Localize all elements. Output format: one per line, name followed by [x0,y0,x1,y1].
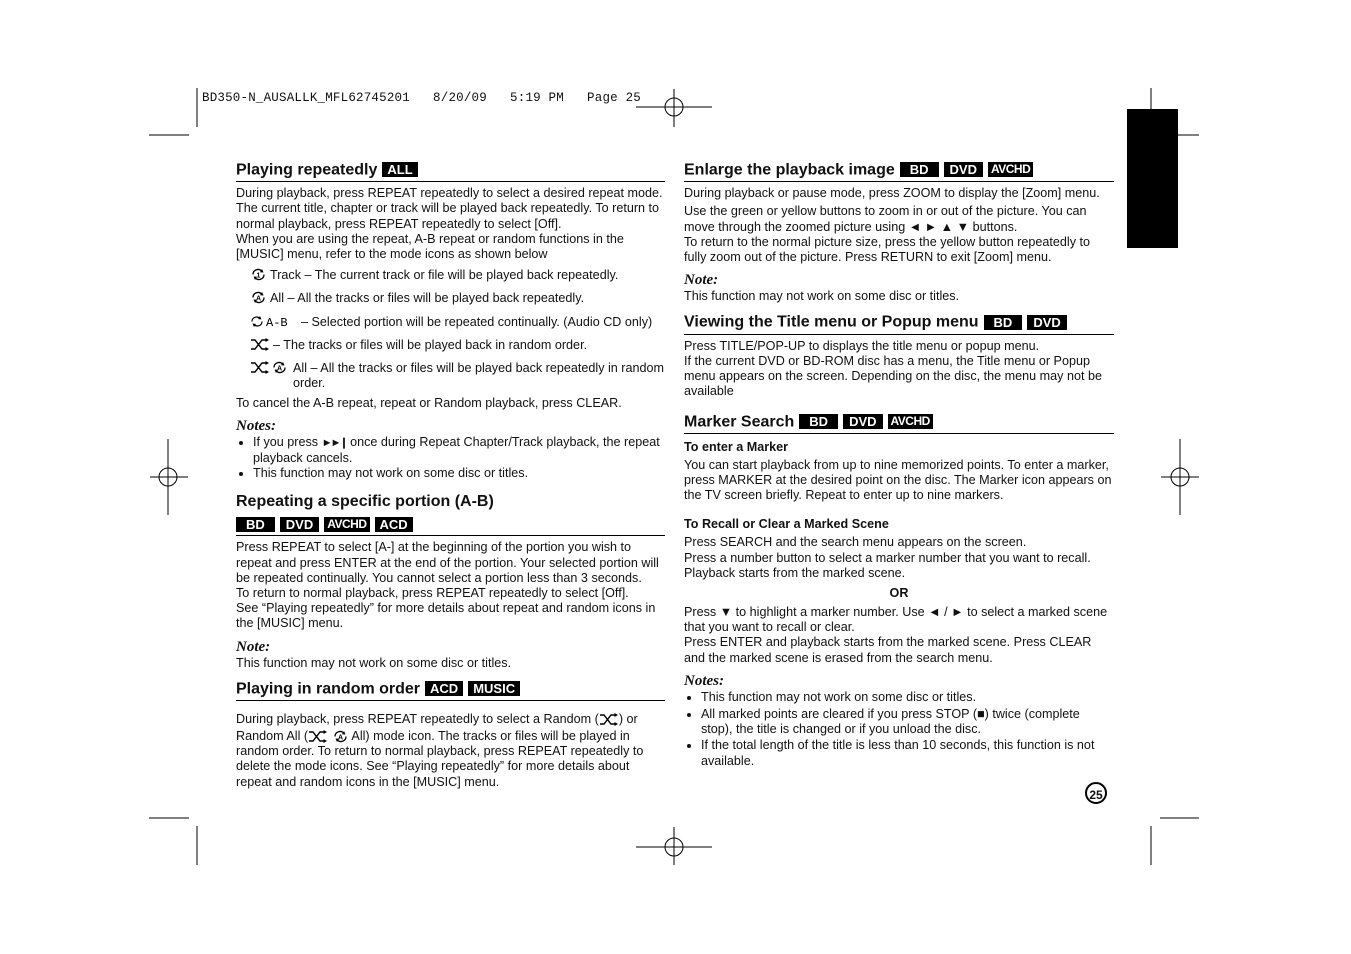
shuffle-icon [599,713,619,726]
repeat-all-icon [332,730,349,743]
mode-item-text: All – All the tracks or files will be played back repeatedly. [270,291,585,306]
shuffle-repeat-all-icon [250,361,290,378]
notes-list [684,690,1114,769]
mode-item-ab [250,315,665,332]
mode-item-random [250,338,665,355]
list-item: • This function may not work on some disc or titles. [701,690,1114,705]
subheading-recall-marker: To Recall or Clear a Marked Scene [684,517,889,532]
heading-repeating-ab [236,493,665,536]
badge-dvd: DVD [843,414,882,429]
badge-music: MUSIC [468,681,520,696]
left-column [236,160,665,790]
note-heading: Note: [236,638,271,655]
list-item: • If the total length of the title is less than 10 seconds, this function is not available. [701,738,1114,768]
paragraph: Press TITLE/POP-UP to displays the title menu or popup menu. [684,338,1040,353]
paragraph: Press ▼ to highlight a marker number. Use ◄ / ► to select a marked scene that you want to recall or clear. [684,605,1108,635]
badge-dvd: DVD [280,517,319,532]
list-item [253,435,665,466]
page-number: 25 [1085,782,1107,804]
text: Random All ( [236,729,309,743]
mode-item-track [250,268,665,285]
badge-acd: ACD [425,681,463,696]
section-tab [1127,109,1178,248]
text: All) mode icon. The tracks or files will be played in random order. To return to normal playback, press REPEAT repeatedly to delete the mode icons. See “Playing repeatedly” for more details about repeat and random icons in the [MUSIC] menu. [236,729,644,789]
badge-acd: ACD [375,517,413,532]
heading-marker-search [684,412,1114,434]
badge-dvd: DVD [944,162,983,177]
heading-title-menu [684,312,1114,334]
svg-text:A: A [276,365,283,373]
heading-text: Playing in random order [236,680,421,697]
list-item: • All marked points are cleared if you press STOP (■) twice (complete stop), the title is changed or if you unload the disc. [701,707,1114,737]
mode-item-text: – The tracks or files will be played back in random order. [273,337,588,352]
note-text: If you press [253,434,319,449]
heading-enlarge-image [684,160,1114,182]
paragraph [236,729,665,790]
heading-text: Playing repeatedly [236,161,378,179]
mode-item-text: – Selected portion will be repeated continually. (Audio CD only) [301,314,653,329]
text: ) or [618,712,638,726]
svg-text:1: 1 [256,272,261,280]
notes-heading: Notes: [684,672,724,689]
print-slug: BD350-N_AUSALLK_MFL62745201 8/20/09 5:19 PM Page 25 [202,91,641,105]
or-separator: OR [889,586,909,601]
subheading-enter-marker: To enter a Marker [684,439,789,454]
paragraph: You can start playback from up to nine memorized points. To enter a marker, press MARKER at the desired point on the disc. The Marker icon appears on the TV screen briefly. Repeat to enter up to nine markers. [684,457,1112,503]
paragraph: During playback, press REPEAT repeatedly to select a desired repeat mode. The current title, chapter or track will be played back repeatedly. To return to normal playback, press REPEAT repeatedly to select [Off]. [236,186,663,231]
svg-text:A-B: A-B [266,315,288,328]
repeat-ab-icon [250,315,298,332]
badge-bd: BD [799,414,838,429]
mode-item-text: Track – The current track or file will be played back repeatedly. [270,268,619,283]
badge-avchd: AVCHD [988,162,1033,177]
paragraph: To return to the normal picture size, press the yellow button repeatedly to fully zoom out of the picture. Press RETURN to exit [Zoom] menu. [684,234,1091,265]
paragraph: To return to normal playback, press REPEAT repeatedly to select [Off]. [236,585,629,600]
paragraph: See “Playing repeatedly” for more details about repeat and random icons in the [MUSIC] menu. [236,601,656,631]
paragraph: Press a number button to select a marker number that you want to recall. Playback starts from the marked scene. [684,550,1091,580]
list-item: • This function may not work on some disc or titles. [253,466,665,481]
heading-text: Enlarge the playback image [684,161,895,179]
paragraph: When you are using the repeat, A-B repeat or random functions in the [MUSIC] menu, refer to the mode icons as shown below [236,231,624,262]
notes-heading: Notes: [236,417,276,434]
shuffle-icon [308,730,328,743]
shuffle-icon [250,338,270,355]
paragraph: To cancel the A-B repeat, repeat or Random playback, press CLEAR. [236,395,622,410]
text: During playback, press REPEAT repeatedly to select a Random ( [236,712,599,726]
badge-bd: BD [900,162,939,177]
paragraph: Press REPEAT to select [A-] at the beginning of the portion you wish to repeat and press ENTER at the end of the portion. Your selected portion will be repeated continually. You cannot select a portion less than 3 seconds. [236,540,659,585]
heading-playing-repeatedly [236,160,665,182]
repeat-all-icon [250,291,267,308]
note-heading: Note: [684,272,719,289]
right-column [684,160,1114,769]
heading-text: Repeating a specific portion (A-B) [236,493,494,511]
mode-item-text: All – All the tracks or files will be played back repeatedly in random order. [293,361,664,391]
paragraph: If the current DVD or BD-ROM disc has a menu, the Title menu or Popup menu appears on the screen. Depending on the disc, the menu may not be available [684,353,1102,399]
note-text: once during Repeat Chapter/Track playback, the repeat playback cancels. [253,434,660,465]
svg-text:A: A [255,295,262,303]
repeat-one-icon [250,268,267,285]
badge-all: ALL [382,162,417,177]
paragraph: Use the green or yellow buttons to zoom in or out of the picture. You can move through the zoomed picture using ◄ ► ▲ ▼ buttons. [684,204,1087,234]
mode-item-all [250,291,665,308]
heading-text: Marker Search [684,412,795,430]
mode-item-random-all [250,361,665,391]
heading-text: Viewing the Title menu or Popup menu [684,313,979,331]
note-text: This function may not work on some disc or titles. [236,655,512,670]
badge-dvd: DVD [1027,315,1066,330]
paragraph: Press SEARCH and the search menu appears on the screen. [684,535,1027,550]
heading-random-order [236,679,665,701]
skip-forward-icon: ►►❙ [321,436,347,449]
badge-bd: BD [984,315,1023,330]
paragraph [236,709,665,729]
note-text: This function may not work on some disc or titles. [684,289,960,304]
paragraph: During playback or pause mode, press ZOOM to display the [Zoom] menu. [684,186,1100,201]
badge-bd: BD [236,517,275,532]
notes-list [236,435,665,482]
badge-avchd: AVCHD [324,517,369,532]
svg-text:A: A [337,734,343,742]
paragraph: Press ENTER and playback starts from the marked scene. Press CLEAR and the marked scene is erased from the search menu. [684,635,1092,665]
badge-avchd: AVCHD [888,414,933,429]
